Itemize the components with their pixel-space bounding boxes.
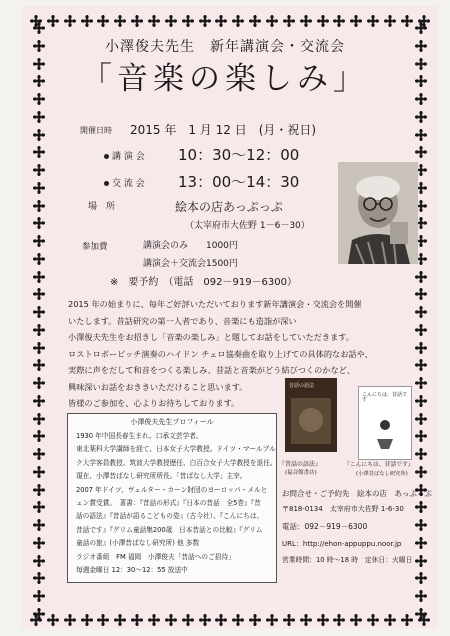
book-cover-1-art xyxy=(285,378,337,452)
profile-line: ェン賞受賞。 著書：『昔話の形式』『日本の昔話 全5巻』『昔 xyxy=(76,499,261,507)
flower-ornament-icon xyxy=(415,395,427,407)
flower-ornament-icon xyxy=(182,614,194,626)
event-title: 「音楽の楽しみ」 xyxy=(81,61,369,97)
flower-ornament-icon xyxy=(33,288,45,300)
flower-ornament-icon xyxy=(114,614,126,626)
place-value: 絵本の店あっぷっぷ xyxy=(175,200,283,214)
flower-ornament-icon xyxy=(33,324,45,336)
book-caption-2: 『こんにちは、昔話です』 xyxy=(344,462,414,468)
book-caption-2-publisher: (小澤昔ばなし研究所) xyxy=(356,471,408,477)
flower-ornament-icon xyxy=(33,200,45,212)
flower-ornament-icon xyxy=(165,614,177,626)
flower-ornament-icon xyxy=(81,15,93,27)
body-text-line: ロストロポービッチ演奏のハイドン チェロ協奏曲を取り上げての具体的なお話や、 xyxy=(68,348,373,359)
flower-ornament-icon xyxy=(33,430,45,442)
right-border xyxy=(412,22,430,620)
flower-ornament-icon xyxy=(33,590,45,602)
flower-ornament-icon xyxy=(415,608,427,620)
flower-ornament-icon xyxy=(33,235,45,247)
flower-ornament-icon xyxy=(33,377,45,389)
flower-ornament-icon xyxy=(33,395,45,407)
flower-ornament-icon xyxy=(415,111,427,123)
flower-ornament-icon xyxy=(33,22,45,34)
bullet-dot-icon xyxy=(104,154,109,159)
flower-ornament-icon xyxy=(300,15,312,27)
book-caption-1: 『昔話の語法』 xyxy=(279,461,322,468)
flower-ornament-icon xyxy=(415,288,427,300)
flower-ornament-icon xyxy=(47,15,59,27)
flower-ornament-icon xyxy=(317,614,329,626)
profile-line: ク大学客員教授、筑波大学教授歴任、白百合女子大学教授を退任。 xyxy=(76,458,277,467)
top-border xyxy=(30,12,430,30)
date-label: 開催日時 xyxy=(80,126,112,135)
body-text-line: 2015 年の始まりに、毎年ご好評いただいております新年講演会・交流会を開催 xyxy=(68,299,362,309)
flower-ornament-icon xyxy=(300,614,312,626)
book-cover-1 xyxy=(285,378,337,452)
flower-ornament-icon xyxy=(415,537,427,549)
flower-ornament-icon xyxy=(266,15,278,27)
speaker-photo xyxy=(338,162,418,264)
exchange-row xyxy=(104,180,145,189)
speaker-portrait-image xyxy=(338,162,418,264)
flower-ornament-icon xyxy=(415,519,427,531)
flower-ornament-icon xyxy=(131,614,143,626)
flower-ornament-icon xyxy=(415,377,427,389)
flower-ornament-icon xyxy=(33,182,45,194)
flower-ornament-icon xyxy=(33,608,45,620)
date-value: 2015 年 1 月 12 日 (月・祝日) xyxy=(130,123,317,137)
profile-line: ラジオ番組 FM 福岡 小澤俊夫「昔話へのご招待」 xyxy=(76,552,235,561)
flower-ornament-icon xyxy=(415,129,427,141)
flower-ornament-icon xyxy=(415,430,427,442)
flower-ornament-icon xyxy=(415,271,427,283)
flower-ornament-icon xyxy=(350,15,362,27)
flower-ornament-icon xyxy=(367,614,379,626)
flower-ornament-icon xyxy=(33,359,45,371)
flower-ornament-icon xyxy=(415,555,427,567)
body-text-line: 実際に声をだして和音をつくる楽しみ、昔話と音楽がどう結びつくのかなど、 xyxy=(68,365,356,375)
flower-ornament-icon xyxy=(283,614,295,626)
contact-hours: 営業時間：10 時〜18 時 定休日：火曜日 xyxy=(282,556,413,564)
profile-box xyxy=(67,413,277,583)
flower-ornament-icon xyxy=(317,15,329,27)
flower-ornament-icon xyxy=(33,146,45,158)
flower-ornament-icon xyxy=(114,15,126,27)
flower-ornament-icon xyxy=(97,614,109,626)
exchange-time: 13：00〜14：30 xyxy=(178,173,300,191)
flower-ornament-icon xyxy=(165,15,177,27)
flower-ornament-icon xyxy=(283,15,295,27)
flower-ornament-icon xyxy=(333,15,345,27)
flower-ornament-icon xyxy=(33,555,45,567)
flower-ornament-icon xyxy=(415,413,427,425)
lecture-label: 講 演 会 xyxy=(112,152,145,162)
flower-ornament-icon xyxy=(215,15,227,27)
profile-line: 童話の旅』(小澤昔ばなし研究所) 他 多数 xyxy=(76,539,200,548)
flower-ornament-icon xyxy=(64,15,76,27)
flower-ornament-icon xyxy=(33,129,45,141)
fee1-label: 講演会のみ xyxy=(143,241,189,251)
profile-line: 毎週金曜日 12：30〜12：55 放送中 xyxy=(76,566,188,574)
flower-ornament-icon xyxy=(415,146,427,158)
flower-ornament-icon xyxy=(33,164,45,176)
contact-postal: 〒818-0134 太宰府市大佐野 1-6-30 xyxy=(282,505,404,513)
flower-ornament-icon xyxy=(33,306,45,318)
body-text-line: いたします。昔話研究の第一人者であり、音楽にも造詣が深い xyxy=(68,315,297,326)
body-text-line: 興味深いお話をおききいただけること思います。 xyxy=(68,381,248,392)
flower-ornament-icon xyxy=(182,15,194,27)
book-cover-1-title: 昔話の語法 xyxy=(289,383,315,389)
reservation-line: ※ 要予約 （電話 092－919－6300） xyxy=(110,277,298,288)
flower-ornament-icon xyxy=(249,15,261,27)
flower-ornament-icon xyxy=(333,614,345,626)
contact-phone: 電話：092－919－6300 xyxy=(282,522,368,531)
flower-ornament-icon xyxy=(33,271,45,283)
flower-ornament-icon xyxy=(97,15,109,27)
flower-ornament-icon xyxy=(64,614,76,626)
flower-ornament-icon xyxy=(131,15,143,27)
flower-ornament-icon xyxy=(33,519,45,531)
profile-line: 2007 年ドイツ、ヴェルター・カーン財団のヨーロッパ・メルヒ xyxy=(76,485,268,494)
bullet-dot-icon xyxy=(104,181,109,186)
profile-line: 話の語法』『昔話が語るこどもの姿』（古今社）、『こんにちは、 xyxy=(76,512,264,521)
lecture-row xyxy=(104,153,145,162)
flower-ornament-icon xyxy=(232,614,244,626)
book-cover-2 xyxy=(358,386,412,460)
flower-ornament-icon xyxy=(199,15,211,27)
flower-ornament-icon xyxy=(415,572,427,584)
flower-ornament-icon xyxy=(415,342,427,354)
flower-ornament-icon xyxy=(350,614,362,626)
left-border xyxy=(30,22,48,620)
bottom-border xyxy=(30,611,430,629)
profile-title: 小澤俊夫先生プロフィール xyxy=(130,418,214,426)
profile-line: 1930 年中国長春生まれ。口承文芸学者。 xyxy=(76,432,203,440)
flower-ornament-icon xyxy=(33,537,45,549)
flower-ornament-icon xyxy=(415,324,427,336)
lecture-time: 10：30〜12：00 xyxy=(178,146,300,164)
flower-ornament-icon xyxy=(415,590,427,602)
flower-ornament-icon xyxy=(384,614,396,626)
place-address: （太宰府市大佐野 1－6－30） xyxy=(185,221,310,231)
book-caption-1-publisher: (福音館書店) xyxy=(285,470,317,476)
flower-ornament-icon xyxy=(81,614,93,626)
flower-ornament-icon xyxy=(199,614,211,626)
profile-line: 現在、小澤昔ばなし研究所所長。「昔ばなし大学」主宰。 xyxy=(76,472,247,481)
flower-ornament-icon xyxy=(215,614,227,626)
flower-ornament-icon xyxy=(33,501,45,513)
flower-ornament-icon xyxy=(33,466,45,478)
flower-ornament-icon xyxy=(47,614,59,626)
flower-ornament-icon xyxy=(33,448,45,460)
flower-ornament-icon xyxy=(33,413,45,425)
exchange-label: 交 流 会 xyxy=(112,179,145,189)
flower-ornament-icon xyxy=(367,15,379,27)
flower-ornament-icon xyxy=(415,448,427,460)
fee-label: 参加費 xyxy=(82,242,108,252)
flower-ornament-icon xyxy=(33,253,45,265)
flower-ornament-icon xyxy=(415,501,427,513)
flower-ornament-icon xyxy=(33,217,45,229)
body-text-line: 皆様のご参加を、心よりお待ちしております。 xyxy=(68,398,240,408)
place-label: 場 所 xyxy=(88,202,116,212)
flower-ornament-icon xyxy=(33,111,45,123)
profile-line: 東北薬科大学講師を経て、日本女子大学教授。ドイツ・マールブル xyxy=(76,445,276,454)
flower-ornament-icon xyxy=(249,614,261,626)
fee2-label: 講演会＋交流会 xyxy=(143,259,207,269)
flower-ornament-icon xyxy=(33,572,45,584)
flower-ornament-icon xyxy=(415,306,427,318)
fee2-value: 1500円 xyxy=(206,259,238,269)
contact-url: URL：http://ehon-appuppu.noor.jp xyxy=(282,540,402,548)
flower-ornament-icon xyxy=(232,15,244,27)
body-text-line: 小澤俊夫先生をお招きし「音楽の楽しみ」と題してお話をしていただきます。 xyxy=(68,332,354,342)
flower-ornament-icon xyxy=(415,466,427,478)
profile-line: 昔話です』『グリム童話集200歳 日本昔話との比較』『グリム xyxy=(76,525,263,534)
flower-ornament-icon xyxy=(384,15,396,27)
book-cover-2-title: こんにちは、昔話です xyxy=(362,392,408,403)
flower-ornament-icon xyxy=(415,22,427,34)
flower-ornament-icon xyxy=(33,342,45,354)
flower-ornament-icon xyxy=(148,614,160,626)
book-cover-2-art xyxy=(359,387,411,459)
flower-ornament-icon xyxy=(33,484,45,496)
event-subtitle: 小澤俊夫先生 新年講演会・交流会 xyxy=(105,39,345,55)
flower-ornament-icon xyxy=(148,15,160,27)
fee1-value: 1000円 xyxy=(206,241,238,251)
contact-label: お問合せ・ご予約先 絵本の店 あっぷっぷ xyxy=(282,489,432,498)
flower-ornament-icon xyxy=(415,359,427,371)
flower-ornament-icon xyxy=(266,614,278,626)
